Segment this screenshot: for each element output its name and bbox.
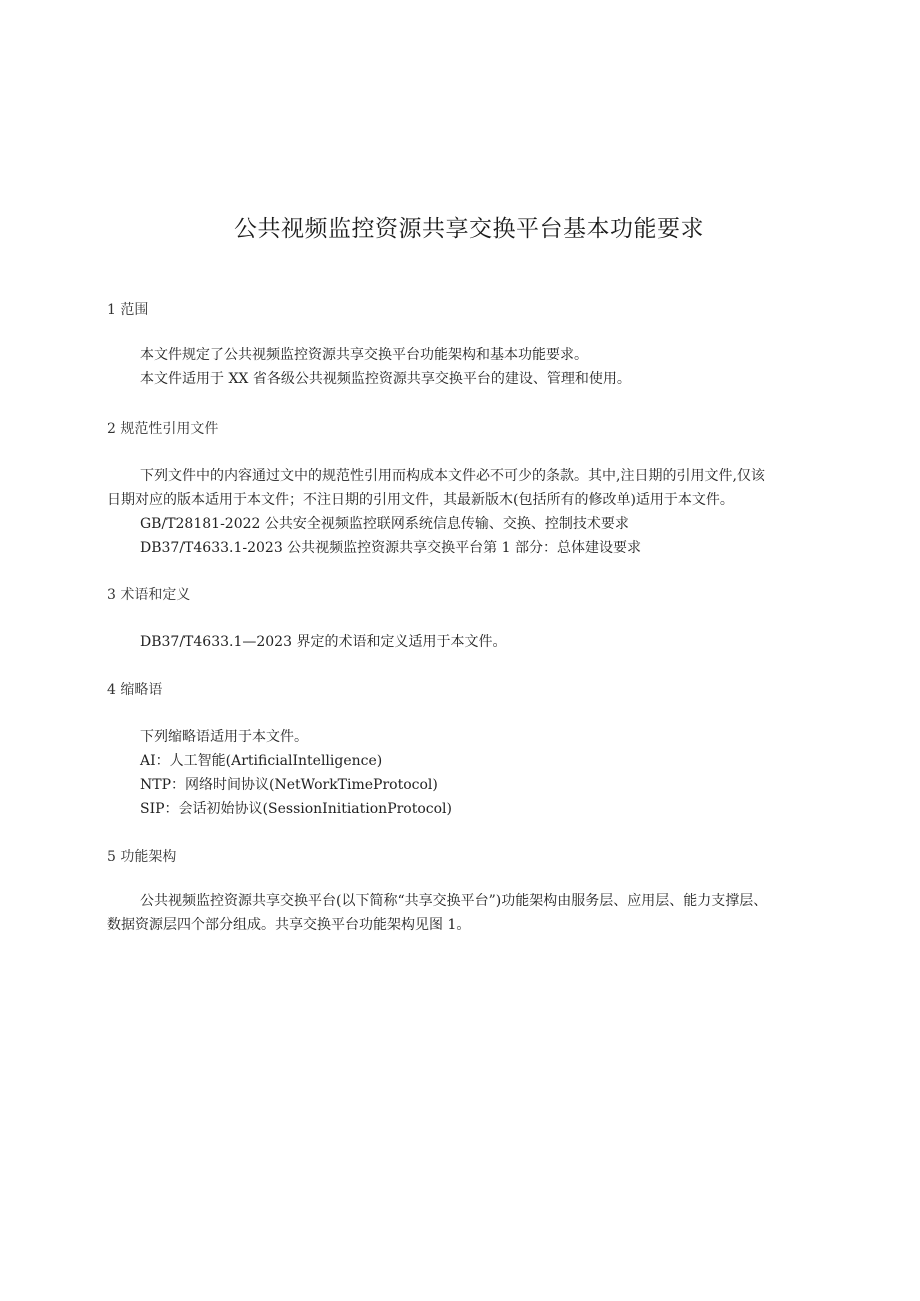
abbreviation-line: AI：人工智能(ArtificialIntelligence) <box>140 753 383 769</box>
terms-paragraph <box>107 630 837 654</box>
scope-paragraph <box>107 343 837 391</box>
section-heading-normative-references: 2 规范性引用文件 <box>107 421 219 437</box>
architecture-line: 公共视频监控资源共享交换平台(以下简称“共享交换平台”)功能架构由服务层、应用层、能力支撑层、 <box>140 893 768 909</box>
normative-references-paragraph <box>107 464 837 560</box>
architecture-line: 数据资源层四个部分组成。共享交换平台功能架构见图 1。 <box>107 917 471 933</box>
reference-item: DB37/T4633.1-2023 公共视频监控资源共享交换平台第 1 部分：总体建设要求 <box>140 540 641 556</box>
section-heading-abbreviations: 4 缩略语 <box>107 682 163 698</box>
architecture-paragraph <box>107 889 837 937</box>
abbreviation-line: SIP：会话初始协议(SessionInitiationProtocol) <box>140 801 452 817</box>
reference-item: GB/T28181-2022 公共安全视频监控联网系统信息传输、交换、控制技术要求 <box>140 516 629 532</box>
terms-line: DB37/T4633.1—2023 界定的术语和定义适用于本文件。 <box>140 634 507 650</box>
section-heading-architecture: 5 功能架构 <box>107 849 177 865</box>
abbreviations-paragraph <box>107 725 837 821</box>
scope-line: 本文件规定了公共视频监控资源共享交换平台功能架构和基本功能要求。 <box>140 347 588 363</box>
normative-intro-line: 下列文件中的内容通过文中的规范性引用而构成本文件必不可少的条款。其中,注日期的引用文件,仅该 <box>140 468 765 484</box>
normative-intro-line: 日期对应的版本适用于本文件；不注日期的引用文件，其最新版木(包括所有的修改单)适用于本文件。 <box>107 492 734 508</box>
document-title: 公共视频监控资源共享交换平台基本功能要求 <box>234 216 704 242</box>
section-heading-terms: 3 术语和定义 <box>107 587 191 603</box>
scope-line: 本文件适用于 XX 省各级公共视频监控资源共享交换平台的建设、管理和使用。 <box>140 371 631 387</box>
abbreviation-line: NTP：网络时间协议(NetWorkTimeProtocol) <box>140 777 438 793</box>
abbreviation-line: 下列缩略语适用于本文件。 <box>140 729 308 745</box>
section-heading-scope: 1 范围 <box>107 302 149 318</box>
